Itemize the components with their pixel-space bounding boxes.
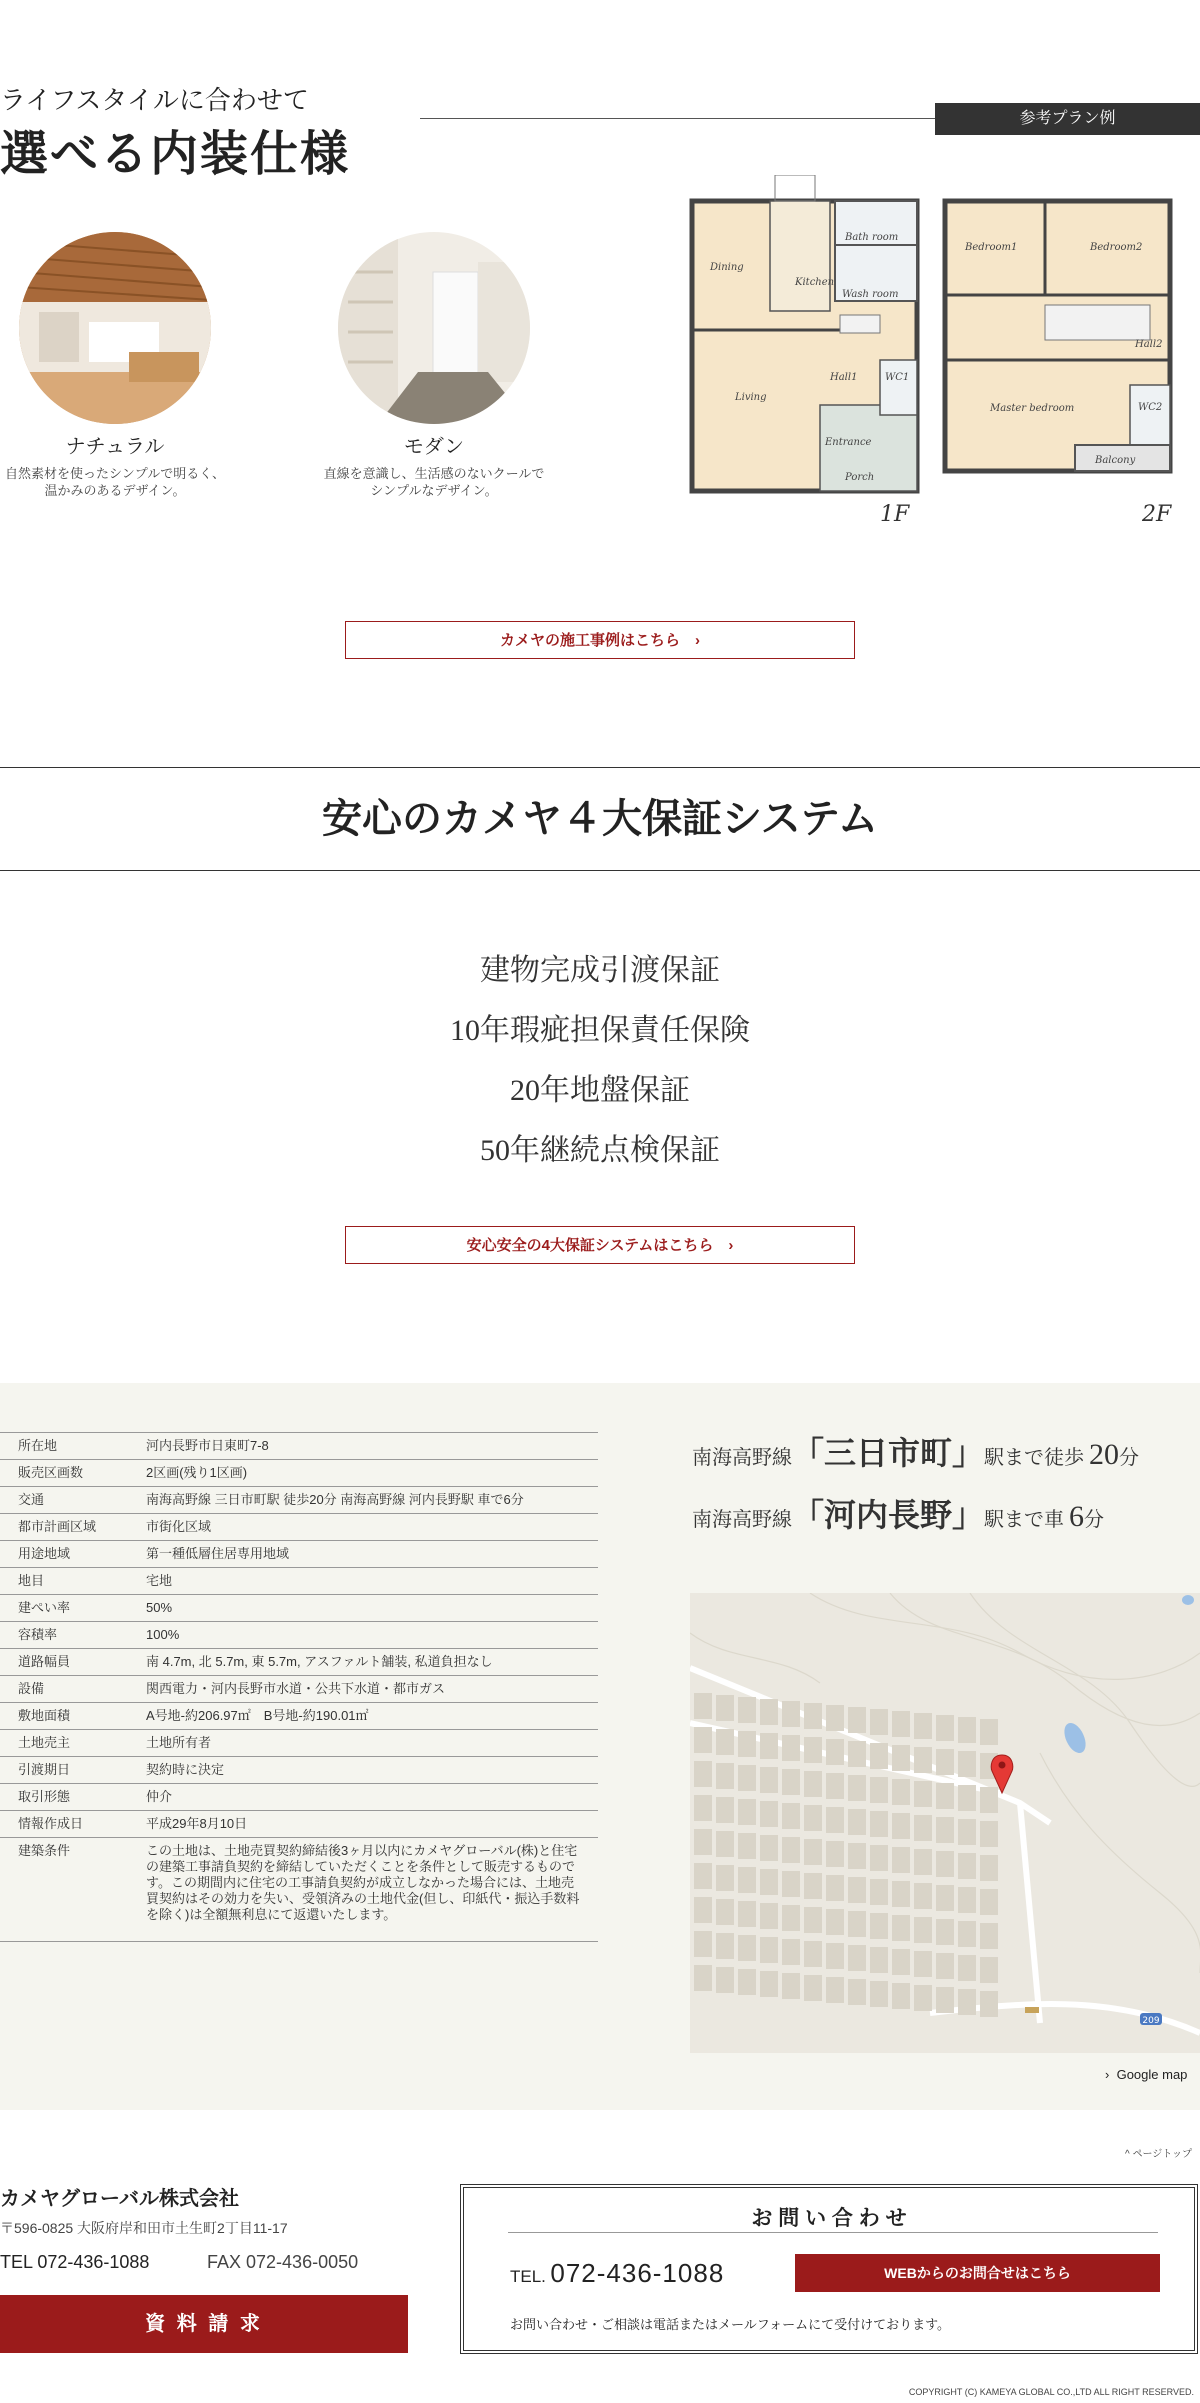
modern-interior-photo <box>338 232 530 424</box>
access-2-line: 南海高野線 <box>692 1509 792 1531</box>
map-block <box>892 1779 910 1805</box>
spec-row <box>0 1487 598 1514</box>
contact-tel: 072-436-1088 <box>550 2258 725 2288</box>
map-block <box>804 1737 822 1763</box>
spec-value: 契約時に決定 <box>128 1757 598 1784</box>
svg-text:WC2: WC2 <box>1138 402 1163 413</box>
map-block <box>980 1923 998 1949</box>
google-map-link[interactable] <box>1105 2067 1187 2082</box>
map-block <box>760 1801 778 1827</box>
spec-row <box>0 1811 598 1838</box>
map-block <box>958 1955 976 1981</box>
spec-key: 敷地面積 <box>0 1703 128 1730</box>
copyright: COPYRIGHT (C) KAMEYA GLOBAL CO.,LTD ALL RIGHT RESERVED. <box>908 2387 1194 2397</box>
spec-row <box>0 1541 598 1568</box>
spec-key: 設備 <box>0 1676 128 1703</box>
map-block <box>892 1949 910 1975</box>
contact-divider <box>508 2232 1158 2233</box>
map-block <box>892 1745 910 1771</box>
map-block <box>760 1937 778 1963</box>
map-block <box>716 1797 734 1823</box>
spec-key: 販売区画数 <box>0 1460 128 1487</box>
map-block <box>958 1921 976 1947</box>
map-block <box>782 1939 800 1965</box>
map-block <box>716 1933 734 1959</box>
map-block <box>826 1705 844 1731</box>
contact-box <box>460 2184 1198 2354</box>
map-block <box>936 1817 954 1843</box>
map-block <box>694 1863 712 1889</box>
pagetop-link[interactable]: ^ ページトップ <box>1125 2149 1192 2160</box>
spec-value: 南海高野線 三日市町駅 徒歩20分 南海高野線 河内長野駅 車で6分 <box>128 1487 598 1514</box>
map-block <box>980 1957 998 1983</box>
map-block <box>958 1785 976 1811</box>
access-2-mid: 駅まで車 <box>984 1509 1065 1531</box>
map-block <box>892 1983 910 2009</box>
map-block <box>694 1829 712 1855</box>
plan-tag: 参考プラン例 <box>935 103 1200 135</box>
request-materials-button[interactable]: 資 料 請 求 <box>0 2295 408 2353</box>
spec-value: 河内長野市日東町7-8 <box>128 1433 598 1460</box>
style-desc-natural <box>0 465 245 499</box>
map-block <box>782 1837 800 1863</box>
spec-key: 交通 <box>0 1487 128 1514</box>
map-block <box>892 1915 910 1941</box>
map-block <box>936 1851 954 1877</box>
warranty-button[interactable]: 安心安全の4大保証システムはこちら › <box>345 1226 855 1264</box>
svg-text:WC1: WC1 <box>885 372 910 383</box>
access-1-station: 「三日市町」 <box>792 1435 985 1471</box>
map-block <box>958 1989 976 2015</box>
spec-key: 土地売主 <box>0 1730 128 1757</box>
spec-value: 宅地 <box>128 1568 598 1595</box>
map-block <box>760 1835 778 1861</box>
map-block <box>848 1809 866 1835</box>
map-block <box>870 1947 888 1973</box>
map-block <box>694 1795 712 1821</box>
map-block <box>694 1965 712 1991</box>
chevron-right-icon: › <box>1105 2067 1110 2082</box>
spec-row <box>0 1514 598 1541</box>
map-block <box>804 1975 822 2001</box>
map-block <box>958 1751 976 1777</box>
map-block <box>760 1767 778 1793</box>
spec-key: 容積率 <box>0 1622 128 1649</box>
map-block <box>870 1709 888 1735</box>
spec-row <box>0 1595 598 1622</box>
map-block <box>782 1735 800 1761</box>
spec-row <box>0 1568 598 1595</box>
map-block <box>848 1741 866 1767</box>
floorplan-2f <box>945 201 1170 471</box>
map-block <box>738 1731 756 1757</box>
spec-key: 建築条件 <box>0 1838 128 1942</box>
spec-row <box>0 1703 598 1730</box>
map-block <box>870 1743 888 1769</box>
floorplan <box>680 175 1200 535</box>
map-block <box>738 1901 756 1927</box>
map-block <box>870 1879 888 1905</box>
map-block <box>870 1777 888 1803</box>
map-block <box>958 1853 976 1879</box>
access-1-line: 南海高野線 <box>692 1447 792 1469</box>
map-block <box>804 1805 822 1831</box>
warranty-title: 安心のカメヤ４大保証システム <box>0 767 1200 871</box>
map-block <box>694 1727 712 1753</box>
access-2-station: 「河内長野」 <box>792 1497 985 1533</box>
map-block <box>848 1843 866 1869</box>
map-block <box>870 1981 888 2007</box>
company-fax: FAX 072-436-0050 <box>207 2252 359 2272</box>
spec-row <box>0 1433 598 1460</box>
map-block <box>826 1977 844 2003</box>
access-1-num: 20 <box>1089 1438 1120 1471</box>
map-block <box>914 1883 932 1909</box>
access-2-unit: 分 <box>1084 1509 1105 1531</box>
style-name-natural: ナチュラル <box>65 436 165 458</box>
map-block <box>826 1739 844 1765</box>
map-block <box>936 1783 954 1809</box>
map-block <box>738 1969 756 1995</box>
map-block <box>738 1833 756 1859</box>
spec-value: 仲介 <box>128 1784 598 1811</box>
spec-value: 平成29年8月10日 <box>128 1811 598 1838</box>
contact-note: お問い合わせ・ご相談は電話またはメールフォームにて受付けております。 <box>510 2317 951 2332</box>
svg-text:Wash room: Wash room <box>842 289 899 300</box>
style-desc-natural-line2: 温かみのあるデザイン。 <box>44 483 186 498</box>
map-block <box>782 1871 800 1897</box>
floorplan-1f <box>692 175 917 491</box>
spec-key: 地目 <box>0 1568 128 1595</box>
spec-row <box>0 1838 598 1942</box>
map-block <box>760 1869 778 1895</box>
floor2-label: 2F <box>1142 502 1172 527</box>
warranty-item-1: 建物完成引渡保証 <box>480 954 720 987</box>
contact-tel-prefix: TEL. <box>510 2267 546 2286</box>
floor1-label: 1F <box>880 502 910 527</box>
svg-text:Entrance: Entrance <box>825 437 872 448</box>
svg-text:Bedroom2: Bedroom2 <box>1090 242 1143 253</box>
map-block <box>914 1713 932 1739</box>
map-block <box>782 1803 800 1829</box>
spec-value: 2区画(残り1区画) <box>128 1460 598 1487</box>
map-block <box>936 1919 954 1945</box>
map-block <box>936 1987 954 2013</box>
map-block <box>694 1693 712 1719</box>
company-address: 〒596-0825 大阪府岸和田市土生町2丁目11-17 <box>0 2220 288 2236</box>
svg-text:Bath room: Bath room <box>845 232 899 243</box>
map-block <box>804 1907 822 1933</box>
map-block <box>848 1945 866 1971</box>
spec-value: 50% <box>128 1595 598 1622</box>
map-block <box>870 1811 888 1837</box>
svg-text:Kitchen: Kitchen <box>795 277 835 288</box>
map-block <box>914 1815 932 1841</box>
map-block <box>804 1771 822 1797</box>
map-block <box>848 1877 866 1903</box>
map-block <box>716 1695 734 1721</box>
map-block <box>804 1703 822 1729</box>
spec-key: 所在地 <box>0 1433 128 1460</box>
spec-row <box>0 1730 598 1757</box>
map-block <box>980 1889 998 1915</box>
map-road-label: 209 <box>1142 2016 1160 2026</box>
style-desc-modern <box>304 465 564 499</box>
spec-row <box>0 1622 598 1649</box>
style-desc-modern-line2: シンプルなデザイン。 <box>370 483 498 498</box>
spec-value: 100% <box>128 1622 598 1649</box>
access-1-mid: 駅まで徒歩 <box>984 1447 1085 1469</box>
map-block <box>738 1935 756 1961</box>
map-block <box>826 1943 844 1969</box>
company-tel: TEL 072-436-1088 <box>0 2252 150 2272</box>
spec-key: 用途地域 <box>0 1541 128 1568</box>
map-block <box>980 1821 998 1847</box>
spec-value: 第一種低層住居専用地域 <box>128 1541 598 1568</box>
map-block <box>716 1899 734 1925</box>
warranty-item-2: 10年瑕疵担保責任保険 <box>450 1014 750 1047</box>
spec-key: 建ぺい率 <box>0 1595 128 1622</box>
natural-interior-photo <box>19 232 211 424</box>
warranty-item-3: 20年地盤保証 <box>510 1074 690 1107</box>
access-1-unit: 分 <box>1119 1447 1140 1469</box>
map-block <box>782 1769 800 1795</box>
svg-text:Bedroom1: Bedroom1 <box>965 242 1018 253</box>
map-block <box>892 1813 910 1839</box>
spec-row <box>0 1460 598 1487</box>
style-desc-modern-line1: 直線を意識し、生活感のないクールで <box>323 466 545 481</box>
style-name-modern: モダン <box>403 436 465 458</box>
map-block <box>892 1711 910 1737</box>
spec-value: A号地-約206.97㎡ B号地-約190.01㎡ <box>128 1703 598 1730</box>
map-block <box>760 1971 778 1997</box>
spec-row <box>0 1676 598 1703</box>
spec-value: 市街化区域 <box>128 1514 598 1541</box>
map-block <box>738 1697 756 1723</box>
map-block <box>936 1749 954 1775</box>
map-block <box>848 1707 866 1733</box>
map-block <box>980 1719 998 1745</box>
map-block <box>958 1887 976 1913</box>
spec-key: 都市計画区域 <box>0 1514 128 1541</box>
map-block <box>782 1973 800 1999</box>
map-block <box>716 1967 734 1993</box>
map-block <box>694 1897 712 1923</box>
map-block <box>716 1865 734 1891</box>
style-desc-natural-line1: 自然素材を使ったシンプルで明るく、 <box>5 466 225 481</box>
map-block <box>804 1839 822 1865</box>
svg-text:Balcony: Balcony <box>1095 455 1136 466</box>
map-block <box>958 1717 976 1743</box>
map-block <box>738 1867 756 1893</box>
map-block <box>936 1715 954 1741</box>
company-name: カメヤグローバル株式会社 <box>0 2188 239 2210</box>
map-block <box>914 1849 932 1875</box>
svg-text:Porch: Porch <box>845 472 875 483</box>
map-block <box>694 1931 712 1957</box>
map-block <box>826 1875 844 1901</box>
spec-value: 土地所有者 <box>128 1730 598 1757</box>
map-block <box>848 1775 866 1801</box>
map-block <box>980 1855 998 1881</box>
map-block <box>914 1917 932 1943</box>
map-block <box>716 1831 734 1857</box>
divider-line <box>420 118 935 119</box>
map-block <box>914 1781 932 1807</box>
map-block <box>914 1985 932 2011</box>
web-contact-button[interactable]: WEBからのお問合せはこちら <box>795 2254 1160 2292</box>
map-block <box>738 1765 756 1791</box>
access-line-2 <box>692 1490 1104 1536</box>
contact-tel-block <box>510 2258 724 2289</box>
svg-text:Master bedroom: Master bedroom <box>990 403 1075 414</box>
interior-title: 選べる内装仕様 <box>0 128 351 181</box>
google-map-label: Google map <box>1116 2067 1188 2082</box>
map-block <box>914 1747 932 1773</box>
spec-value: 関西電力・河内長野市水道・公共下水道・都市ガス <box>128 1676 598 1703</box>
map-block <box>760 1699 778 1725</box>
map-block <box>848 1911 866 1937</box>
map-block <box>936 1953 954 1979</box>
map-block <box>826 1841 844 1867</box>
map-block <box>694 1761 712 1787</box>
spec-value: この土地は、土地売買契約締結後3ヶ月以内にカメヤグローバル(株)と住宅の建築工事請負契約を締結していただくことを条件として販売するものです。この期間内に住宅の工事請負契約が成立しなかった場合には、土地売買契約はその効力を失い、受領済みの土地代金(但し、印紙代・振込手数料を除く)は全額無利息にて返還いたします。 <box>128 1838 598 1942</box>
property-table <box>0 1432 598 1942</box>
svg-text:Living: Living <box>735 392 767 403</box>
map-block <box>826 1807 844 1833</box>
spec-key: 取引形態 <box>0 1784 128 1811</box>
spec-key: 引渡期日 <box>0 1757 128 1784</box>
svg-text:Dining: Dining <box>710 262 744 273</box>
access-2-num: 6 <box>1069 1500 1085 1533</box>
map-block <box>804 1873 822 1899</box>
map-block <box>980 1787 998 1813</box>
map-block <box>848 1979 866 2005</box>
map-block <box>892 1881 910 1907</box>
map-block <box>782 1905 800 1931</box>
spec-value: 南 4.7m, 北 5.7m, 東 5.7m, アスファルト舗装, 私道負担なし <box>128 1649 598 1676</box>
map-block <box>716 1763 734 1789</box>
map-block <box>760 1903 778 1929</box>
map-block <box>738 1799 756 1825</box>
location-map[interactable] <box>690 1593 1200 2053</box>
map-block <box>826 1909 844 1935</box>
spec-key: 情報作成日 <box>0 1811 128 1838</box>
map-block <box>716 1729 734 1755</box>
map-block <box>760 1733 778 1759</box>
spec-row <box>0 1784 598 1811</box>
svg-text:Hall2: Hall2 <box>1135 339 1163 350</box>
map-block <box>958 1819 976 1845</box>
spec-row <box>0 1757 598 1784</box>
map-block <box>870 1845 888 1871</box>
interior-lead: ライフスタイルに合わせて <box>0 86 309 115</box>
access-line-1 <box>692 1428 1139 1474</box>
contact-title: お 問 い 合 わ せ <box>751 2207 907 2230</box>
map-block <box>804 1941 822 1967</box>
map-block <box>870 1913 888 1939</box>
spec-key: 道路幅員 <box>0 1649 128 1676</box>
map-block <box>782 1701 800 1727</box>
cases-button[interactable]: カメヤの施工事例はこちら › <box>345 621 855 659</box>
map-block <box>914 1951 932 1977</box>
map-block <box>980 1991 998 2017</box>
spec-row <box>0 1649 598 1676</box>
map-block <box>892 1847 910 1873</box>
svg-text:Hall1: Hall1 <box>830 372 858 383</box>
map-block <box>936 1885 954 1911</box>
map-block <box>826 1773 844 1799</box>
warranty-item-4: 50年継続点検保証 <box>480 1134 720 1167</box>
